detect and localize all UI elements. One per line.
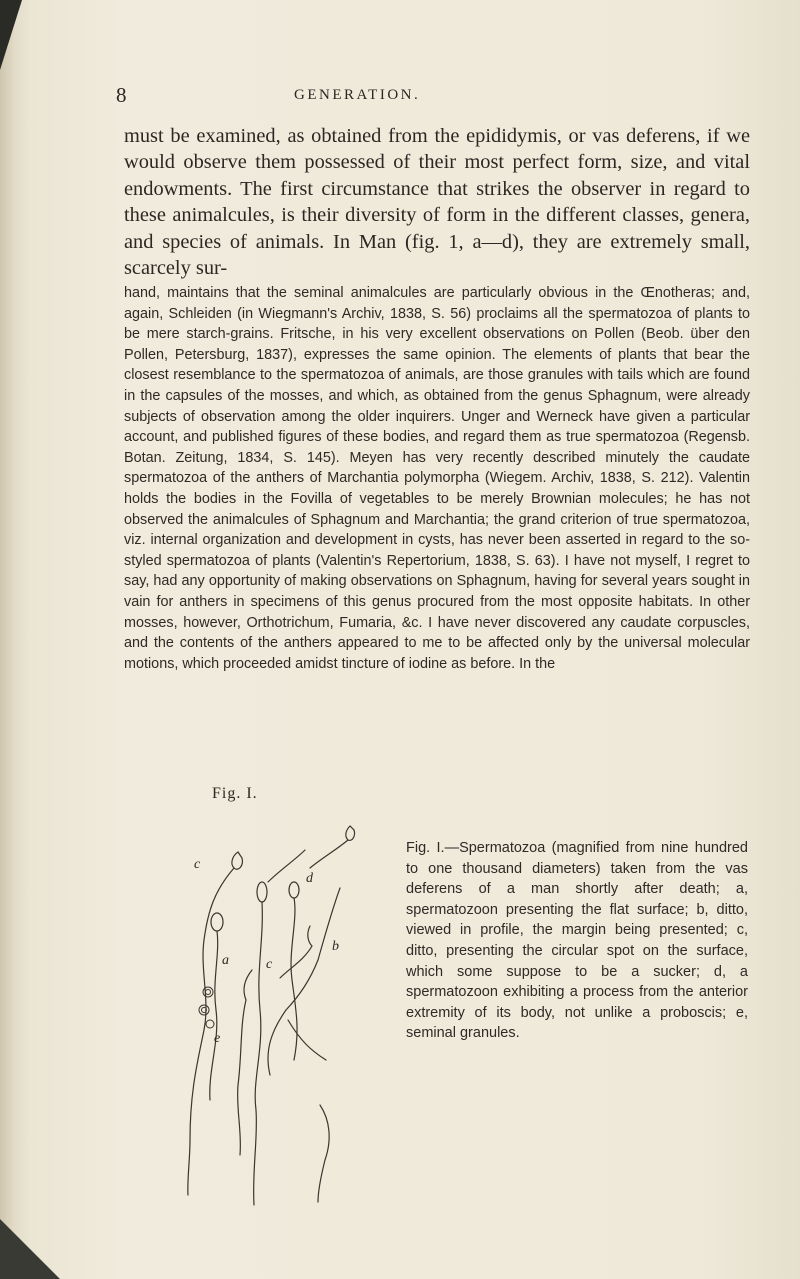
spermatozoon-right [268,888,340,1075]
spermatozoon-lower-right [288,1020,329,1202]
page-corner-bottom [0,1219,60,1279]
running-head: GENERATION. [294,87,421,103]
spermatozoon-b [280,926,312,978]
label-c-middle: c [266,957,273,972]
label-e: e [214,1031,221,1046]
label-c-left: c [194,857,201,872]
page-header [0,83,800,109]
figure-caption: Fig. I.—Spermatozoa (magnified from nine hundred to one thousand diameters) taken from the vas deferens of a man shortly after death; a, spermatozoon presenting the flat surface; b, ditto, viewed in profile, the margin being presented; c, ditto, presenting the circular spot on the surface, which some suppose to be a sucker; d, a spermatozoon exhibiting a process from the anterior extremity of its body, not unlike a proboscis; e, seminal granules. [406,840,748,1042]
spermatozoa-figure [160,810,380,1210]
spermatozoon-a [210,913,223,1100]
spermatozoon-head-top [310,826,355,868]
spermatozoon-c-low [238,970,252,1155]
label-d: d [306,871,313,886]
page-spine-shadow [0,0,16,1279]
figure-label: Fig. I. [212,785,258,802]
label-a: a [222,953,229,968]
page-number: 8 [116,83,127,107]
spermatozoon-c-left [188,852,243,1195]
page-corner-top [0,0,22,70]
body-paragraph: must be examined, as obtained from the epididymis, or vas deferens, if we would observe them possessed of their most perfect form, size, and vital endowments. The first circumstance that strikes the observer in regard to these animalcules, is their diversity of form in the different classes, genera, and species of animals. In Man (fig. 1, a—d), they are extremely small, scarcely sur- [124,125,750,280]
footnote-paragraph: hand, maintains that the seminal animalcules are particularly obvious in the Œnotheras; and, again, Schleiden (in Wiegmann's Archiv, 1838, S. 56) proclaims all the spermatozoa of plants to be mere starch-grains. Fritsche, in his very excellent observations on Pollen (Beob. über den Pollen, Petersburg, 1837), expresses the same opinion. The elements of plants that bear the closest resemblance to the spermatozoa of animals, are those granules with tails which are found in the capsules of the mosses, and which, as obtained from the genus Sphagnum, were already subjects of observation among the older inquirers. Unger and Werneck have given a particular account, and published figures of these bodies, and regard them as true spermatozoa (Regensb. Botan. Zeitung, 1834, S. 145). Meyen has very recently described minutely the caudate spermatozoa of the anthers of Marchantia polymorpha (Wiegem. Archiv, 1838, S. 212). Valentin holds the bodies in the Fovilla of vegetables to be merely Brownian molecules; he has not observed the animalcules of Sphagnum and Marchantia; the grand criterion of true spermatozoa, viz. internal organization and development in cysts, has never been asserted in regard to the so-styled spermatozoa of plants (Valentin's Repertorium, 1838, S. 63). I have not myself, I regret to say, had any opportunity of making observations on Sphagnum, having for several years sought in vain for anthers in specimens of this genus procured from the most opposite habitats. In other mosses, however, Orthotrichum, Fumaria, &c. I have never discovered any caudate corpuscles, and the contents of the anthers appeared to me to be affected only by the universal molecular motions, which proceeded amidst tincture of iodine as before. In the [124,285,750,672]
label-b: b [332,939,339,954]
